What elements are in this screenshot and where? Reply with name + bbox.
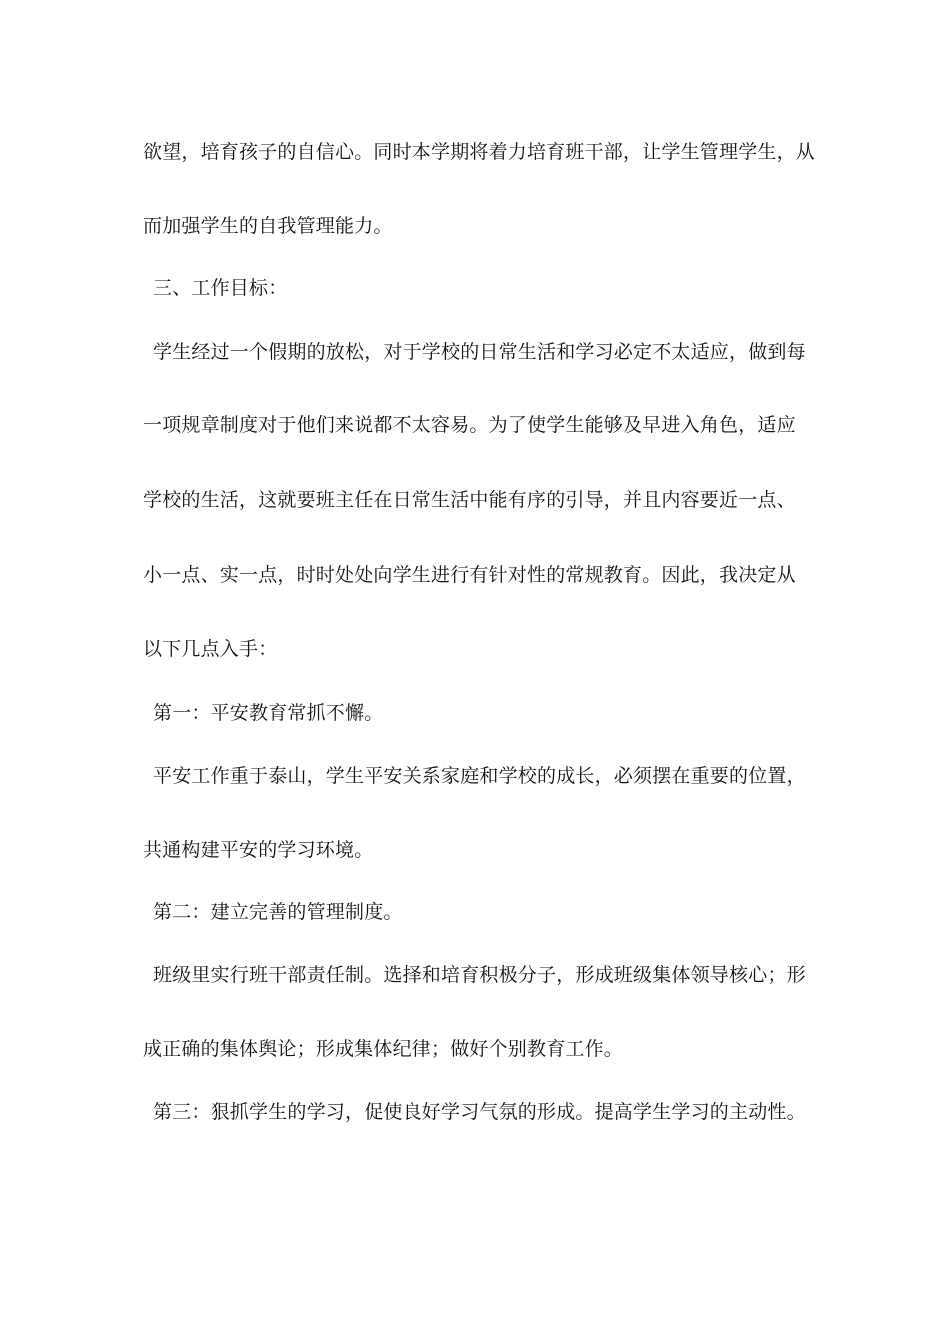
text-line: 一项规章制度对于他们来说都不太容易。为了使学生能够及早进入角色，适应 bbox=[143, 414, 796, 436]
text-line: 以下几点入手： bbox=[143, 638, 278, 660]
paragraph-start: 班级里实行班干部责任制。选择和培育积极分子，形成班级集体领导核心；形 bbox=[153, 964, 806, 986]
text-line: 小一点、实一点，时时处处向学生进行有针对性的常规教育。因此，我决定从 bbox=[143, 564, 796, 586]
paragraph-start: 学生经过一个假期的放松，对于学校的日常生活和学习必定不太适应，做到每 bbox=[153, 341, 806, 363]
text-line: 欲望，培育孩子的自信心。同时本学期将着力培育班干部，让学生管理学生，从 bbox=[143, 141, 816, 163]
paragraph-start: 平安工作重于泰山，学生平安关系家庭和学校的成长，必须摆在重要的位置， bbox=[153, 765, 806, 787]
text-line: 而加强学生的自我管理能力。 bbox=[143, 215, 393, 237]
text-line: 成正确的集体舆论；形成集体纪律；做好个别教育工作。 bbox=[143, 1038, 624, 1060]
section-heading: 三、工作目标： bbox=[153, 277, 288, 299]
list-heading-2: 第二：建立完善的管理制度。 bbox=[153, 901, 403, 923]
list-heading-1: 第一：平安教育常抓不懈。 bbox=[153, 702, 384, 724]
list-heading-3: 第三：狠抓学生的学习，促使良好学习气氛的形成。提高学生学习的主动性。 bbox=[153, 1101, 806, 1123]
text-line: 共通构建平安的学习环境。 bbox=[143, 839, 374, 861]
text-line: 学校的生活，这就要班主任在日常生活中能有序的引导，并且内容要近一点、 bbox=[143, 489, 796, 511]
